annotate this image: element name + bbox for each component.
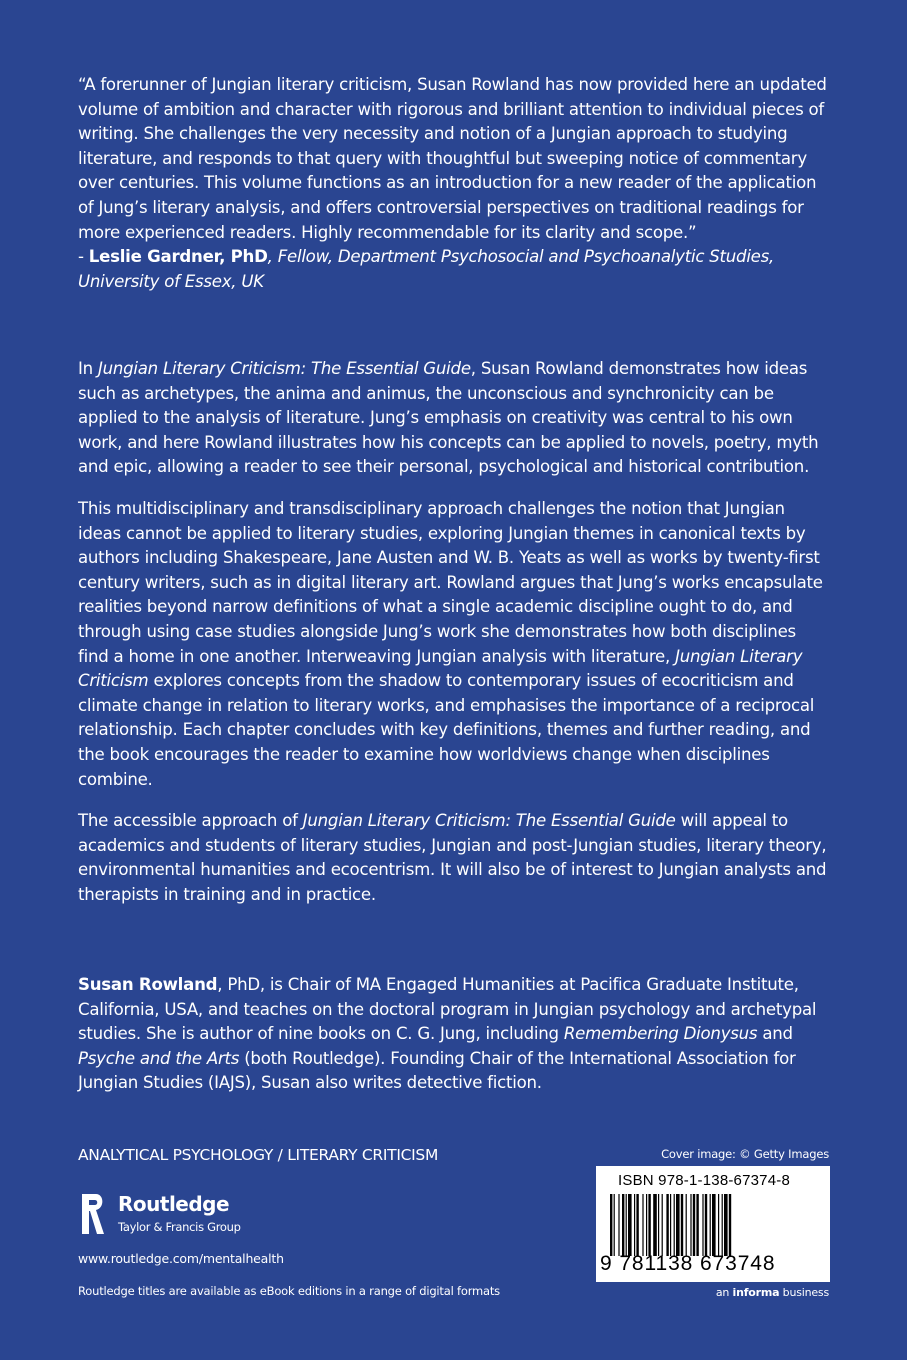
book-title-italic: Jungian Literary Criticism: The Essential Guide (97, 359, 471, 378)
desc-text: explores concepts from the shadow to contemporary issues of ecocriticism and climate change in relation to literary works, and emphasises the importance of a reciprocal relationship. Each chapter concludes with key definitions, themes and further reading, and the book encourages the reader to examine how worldviews change when disciplines combine. (78, 671, 815, 789)
description-paragraph-1 (78, 357, 830, 480)
quote-author: Leslie Gardner, PhD (88, 247, 268, 267)
bio-book-1: Remembering Dionysus (563, 1024, 758, 1044)
author-bio (78, 973, 830, 1096)
publisher-name: Routledge (118, 1192, 230, 1216)
informa-suffix: business (779, 1286, 829, 1299)
barcode-digits: 9 781138 673748 (600, 1252, 776, 1275)
desc-text: will appeal to academics and students of literary studies, Jungian and post-Jungian studies, literary theory, environmental humanities and ecocentrism. It will also be of interest to Jungian analysts and therapists in training and in practice. (78, 811, 827, 904)
desc-text: This multidisciplinary and transdisciplinary approach challenges the notion that Jungian ideas cannot be applied to literary studies, exploring Jungian themes in canonical texts by authors including Shakespeare, Jane Austen and W. B. Yeats as well as works by twenty-first century writers, such as in digital literary art. Rowland argues that Jung’s works encapsulate realities beyond narrow definitions of what a single academic discipline ought to do, and through using case studies alongside Jung’s work she demonstrates how both disciplines find a home in one another. Interweaving Jungian analysis with literature, (78, 498, 823, 666)
description-paragraph-3 (78, 809, 830, 907)
quote-text: “A forerunner of Jungian literary criticism, Susan Rowland has now provided here an updated volume of ambition and character with rigorous and brilliant attention to individual pieces of writing. She challenges the very necessity and notion of a Jungian approach to studying literature, and responds to that query with thoughtful but sweeping notice of commentary over centuries. This volume functions as an introduction for a new reader of the application of Jung’s literary analysis, and offers controversial perspectives on traditional readings for more experienced readers. Highly recommendable for its clarity and scope.” (78, 75, 827, 242)
book-title-italic: Jungian Literary Criticism (78, 646, 803, 691)
publisher-group: Taylor & Francis Group (118, 1220, 241, 1234)
routledge-r-icon (78, 1190, 108, 1240)
book-description (78, 357, 830, 924)
attribution-prefix: - (78, 247, 89, 267)
cover-credit: Cover image: © Getty Images (661, 1147, 829, 1161)
barcode-bars (610, 1194, 818, 1256)
isbn-number: ISBN 978-1-138-67374-8 (618, 1172, 791, 1189)
publisher-website[interactable]: www.routledge.com/mentalhealth (78, 1251, 284, 1266)
informa-prefix: an (715, 1286, 733, 1299)
informa-brand: informa (732, 1286, 780, 1299)
desc-text: The accessible approach of (78, 811, 303, 831)
subject-category: ANALYTICAL PSYCHOLOGY / LITERARY CRITICISM (78, 1146, 439, 1164)
endorsement-quote (78, 73, 830, 294)
publisher-logo (78, 1190, 278, 1240)
quote-affiliation: , Fellow, Department Psychosocial and Psychoanalytic Studies, University of Essex, UK (78, 247, 775, 291)
isbn-barcode (596, 1166, 830, 1282)
bio-text: and (757, 1024, 793, 1044)
desc-text: , Susan Rowland demonstrates how ideas such as archetypes, the anima and animus, the unconscious and synchronicity can be applied to the analysis of literature. Jung’s emphasis on creativity was central to his own work, and here Rowland illustrates how his concepts can be applied to novels, poetry, myth and epic, allowing a reader to see their personal, psychological and historical contribution. (78, 359, 819, 477)
desc-text: In (78, 359, 98, 378)
description-paragraph-2 (78, 497, 830, 792)
bio-text: (both Routledge). Founding Chair of the International Association for Jungian Studies (IAJS), Susan also writes detective fiction. (78, 1048, 796, 1093)
ebook-note: Routledge titles are available as eBook editions in a range of digital formats (78, 1284, 500, 1298)
bio-text: , PhD, is Chair of MA Engaged Humanities at Pacifica Graduate Institute, California, USA, and teaches on the doctoral program in Jungian psychology and archetypal studies. She is author of nine books on C. G. Jung, including (78, 975, 817, 1044)
book-title-italic: Jungian Literary Criticism: The Essential Guide (302, 811, 676, 831)
author-name: Susan Rowland (78, 975, 218, 994)
informa-tagline (716, 1286, 829, 1299)
bio-book-2: Psyche and the Arts (78, 1048, 240, 1068)
